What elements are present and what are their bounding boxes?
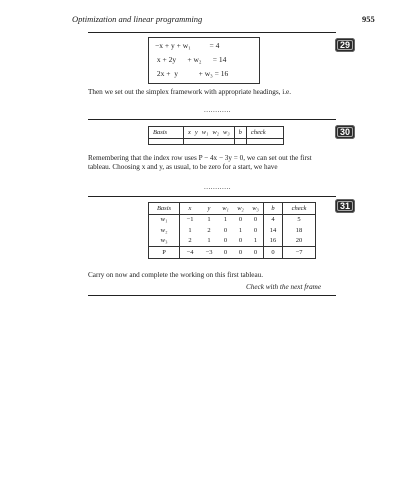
equation-2: x + 2y + w₂ = 14 [155,55,227,64]
col-x: x [180,203,201,215]
cell: 0 [223,226,228,234]
frame-31-text: Carry on now and complete the working on this first tableau. [88,271,264,279]
cell: 0 [238,216,243,224]
frame-31-bottom-rule [88,295,336,296]
frame-29-number-badge: 29 [335,38,355,52]
frame-29-top-rule [88,32,336,33]
cell: w₃ [149,236,180,247]
cell: 0 [248,225,264,236]
next-frame-prompt: Check with the next frame [246,283,322,291]
cell: −7 [283,247,316,259]
cell: 0 [248,214,264,225]
running-header-title: Optimization and linear programming [72,14,203,24]
cell: 1 [207,237,211,245]
frame-31-top-rule [88,196,336,197]
equation-1: −x + y + w₁ = 4 [155,41,220,50]
cell: 18 [283,225,316,236]
simplex-headings-table [148,126,284,145]
cell: −1 [186,216,194,224]
cell: 2 [207,226,211,234]
frame-30-text: Remembering that the index row uses P − 4x − 3y = 0, we can set out the first tableau. Choosing x and y, as usual, to be zero for a start, we have [88,154,312,171]
table-row-index [149,247,316,259]
cell: 0 [248,247,264,259]
cell: 20 [283,236,316,247]
frame-30-number-badge: 30 [335,125,355,139]
frame-29-dots: ............ [204,106,231,114]
heading-b: b [234,127,246,139]
first-tableau [148,202,316,259]
cell: 2 [188,237,192,245]
cell: 1 [248,236,264,247]
equation-3: 2x + y + w₃ = 16 [155,69,229,78]
cell: P [149,247,180,259]
cell: 5 [283,214,316,225]
table-row [149,214,316,225]
col-w1: w₁ [218,203,233,215]
cell: 0 [264,247,283,259]
heading-x: x [184,127,193,139]
cell: 4 [264,214,283,225]
page-number: 955 [362,14,375,24]
cell: 16 [264,236,283,247]
cell: −3 [200,247,218,259]
cell: 1 [188,226,192,234]
cell: 1 [223,216,228,224]
heading-basis: Basis [149,127,184,139]
cell: 14 [264,225,283,236]
cell: −4 [180,247,201,259]
cell: w₁ [149,214,180,225]
heading-w3: w₃ [221,127,234,139]
frame-30-top-rule [88,119,336,120]
heading-y: y [193,127,200,139]
frame-31-number-badge: 31 [335,199,355,213]
equation-box [148,37,260,84]
col-w2: w₂ [233,203,248,215]
col-basis: Basis [149,203,180,215]
cell: 1 [238,226,243,234]
col-check: check [283,203,316,215]
frame-29-text: Then we set out the simplex framework with appropriate headings, i.e. [88,88,291,96]
table-row [149,236,316,247]
col-y: y [200,203,218,215]
cell: 0 [223,237,228,245]
heading-w1: w₁ [200,127,211,139]
heading-check: check [246,127,283,139]
cell: 0 [233,247,248,259]
cell: 0 [238,237,243,245]
cell: w₂ [149,225,180,236]
frame-30-dots: ............ [204,183,231,191]
col-b: b [264,203,283,215]
col-w3: w₃ [248,203,264,215]
table-row [149,225,316,236]
heading-w2: w₂ [210,127,221,139]
cell: 1 [207,216,211,224]
cell: 0 [218,247,233,259]
